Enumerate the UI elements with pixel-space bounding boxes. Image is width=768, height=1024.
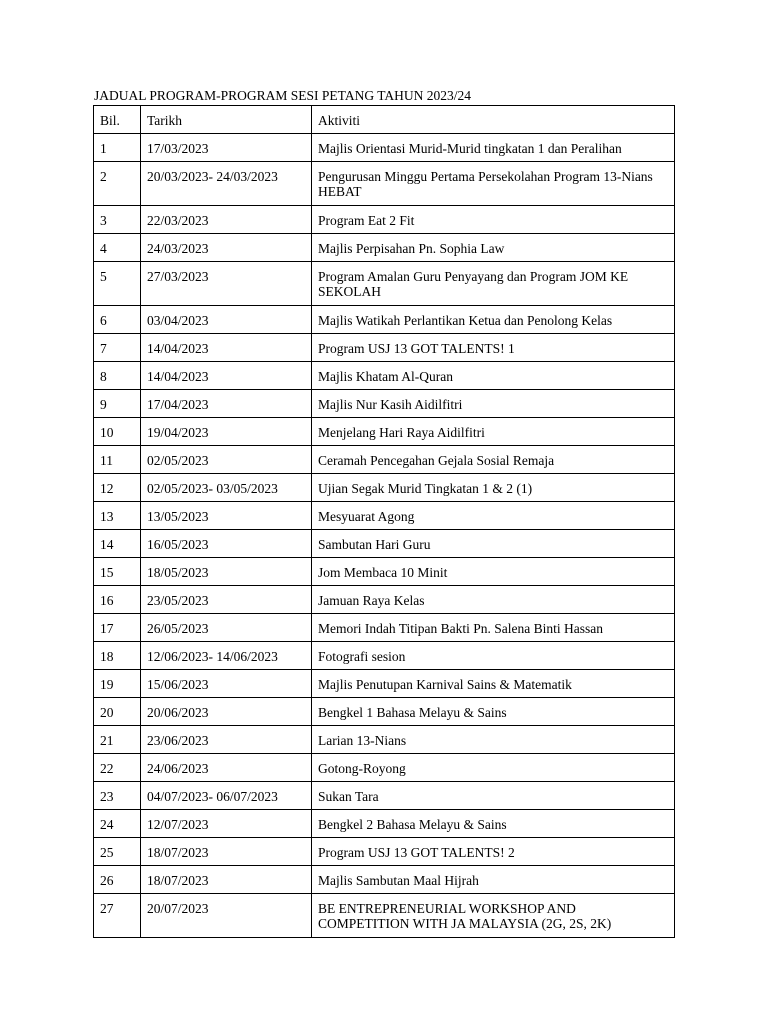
cell-tarikh: 14/04/2023 — [141, 334, 312, 362]
cell-aktiviti: Program USJ 13 GOT TALENTS! 1 — [312, 334, 675, 362]
cell-bil: 21 — [94, 726, 141, 754]
header-tarikh: Tarikh — [141, 106, 312, 134]
table-row — [94, 334, 675, 362]
cell-aktiviti: Program Eat 2 Fit — [312, 206, 675, 234]
cell-aktiviti: Fotografi sesion — [312, 642, 675, 670]
cell-aktiviti: Menjelang Hari Raya Aidilfitri — [312, 418, 675, 446]
document-title: JADUAL PROGRAM-PROGRAM SESI PETANG TAHUN 2023/24 — [94, 88, 471, 103]
cell-aktiviti: Larian 13-Nians — [312, 726, 675, 754]
cell-aktiviti: Majlis Watikah Perlantikan Ketua dan Penolong Kelas — [312, 306, 675, 334]
cell-aktiviti: Bengkel 2 Bahasa Melayu & Sains — [312, 810, 675, 838]
cell-aktiviti: Program USJ 13 GOT TALENTS! 2 — [312, 838, 675, 866]
table-row — [94, 586, 675, 614]
cell-bil: 13 — [94, 502, 141, 530]
table-row — [94, 866, 675, 894]
cell-bil: 12 — [94, 474, 141, 502]
table-row — [94, 162, 675, 206]
table-row — [94, 234, 675, 262]
table-row — [94, 530, 675, 558]
table-row — [94, 206, 675, 234]
table-row — [94, 306, 675, 334]
cell-bil: 7 — [94, 334, 141, 362]
table-row — [94, 262, 675, 306]
cell-aktiviti: BE ENTREPRENEURIAL WORKSHOP AND COMPETITION WITH JA MALAYSIA (2G, 2S, 2K) — [312, 894, 675, 938]
cell-bil: 16 — [94, 586, 141, 614]
table-row — [94, 362, 675, 390]
cell-aktiviti: Pengurusan Minggu Pertama Persekolahan Program 13-Nians HEBAT — [312, 162, 675, 206]
cell-bil: 8 — [94, 362, 141, 390]
cell-tarikh: 27/03/2023 — [141, 262, 312, 306]
cell-tarikh: 02/05/2023- 03/05/2023 — [141, 474, 312, 502]
cell-aktiviti: Mesyuarat Agong — [312, 502, 675, 530]
cell-bil: 9 — [94, 390, 141, 418]
cell-bil: 10 — [94, 418, 141, 446]
schedule-table — [93, 105, 675, 938]
cell-aktiviti: Majlis Penutupan Karnival Sains & Matematik — [312, 670, 675, 698]
cell-aktiviti: Majlis Orientasi Murid-Murid tingkatan 1 dan Peralihan — [312, 134, 675, 162]
cell-tarikh: 20/03/2023- 24/03/2023 — [141, 162, 312, 206]
header-bil: Bil. — [94, 106, 141, 134]
cell-bil: 26 — [94, 866, 141, 894]
cell-bil: 6 — [94, 306, 141, 334]
cell-bil: 11 — [94, 446, 141, 474]
table-row — [94, 810, 675, 838]
cell-bil: 24 — [94, 810, 141, 838]
cell-tarikh: 16/05/2023 — [141, 530, 312, 558]
cell-tarikh: 23/05/2023 — [141, 586, 312, 614]
table-row — [94, 614, 675, 642]
cell-bil: 15 — [94, 558, 141, 586]
cell-aktiviti: Majlis Nur Kasih Aidilfitri — [312, 390, 675, 418]
cell-bil: 19 — [94, 670, 141, 698]
cell-aktiviti: Majlis Perpisahan Pn. Sophia Law — [312, 234, 675, 262]
cell-bil: 1 — [94, 134, 141, 162]
table-row — [94, 390, 675, 418]
table-row — [94, 838, 675, 866]
cell-tarikh: 18/05/2023 — [141, 558, 312, 586]
cell-tarikh: 22/03/2023 — [141, 206, 312, 234]
cell-bil: 23 — [94, 782, 141, 810]
cell-tarikh: 20/07/2023 — [141, 894, 312, 938]
cell-tarikh: 15/06/2023 — [141, 670, 312, 698]
header-aktiviti: Aktiviti — [312, 106, 675, 134]
cell-bil: 3 — [94, 206, 141, 234]
cell-tarikh: 23/06/2023 — [141, 726, 312, 754]
cell-tarikh: 17/03/2023 — [141, 134, 312, 162]
cell-aktiviti: Ujian Segak Murid Tingkatan 1 & 2 (1) — [312, 474, 675, 502]
cell-tarikh: 24/06/2023 — [141, 754, 312, 782]
cell-bil: 18 — [94, 642, 141, 670]
cell-bil: 20 — [94, 698, 141, 726]
cell-bil: 14 — [94, 530, 141, 558]
cell-aktiviti: Memori Indah Titipan Bakti Pn. Salena Binti Hassan — [312, 614, 675, 642]
cell-aktiviti: Gotong-Royong — [312, 754, 675, 782]
table-row — [94, 502, 675, 530]
cell-aktiviti: Program Amalan Guru Penyayang dan Program JOM KE SEKOLAH — [312, 262, 675, 306]
schedule-table-body — [94, 106, 675, 938]
cell-tarikh: 24/03/2023 — [141, 234, 312, 262]
table-row — [94, 894, 675, 938]
cell-aktiviti: Sukan Tara — [312, 782, 675, 810]
cell-aktiviti: Jamuan Raya Kelas — [312, 586, 675, 614]
cell-tarikh: 03/04/2023 — [141, 306, 312, 334]
cell-aktiviti: Majlis Sambutan Maal Hijrah — [312, 866, 675, 894]
cell-tarikh: 14/04/2023 — [141, 362, 312, 390]
table-row — [94, 698, 675, 726]
cell-tarikh: 13/05/2023 — [141, 502, 312, 530]
cell-aktiviti: Majlis Khatam Al-Quran — [312, 362, 675, 390]
cell-aktiviti: Bengkel 1 Bahasa Melayu & Sains — [312, 698, 675, 726]
cell-bil: 22 — [94, 754, 141, 782]
table-row — [94, 418, 675, 446]
table-header-row — [94, 106, 675, 134]
cell-tarikh: 20/06/2023 — [141, 698, 312, 726]
cell-bil: 25 — [94, 838, 141, 866]
cell-bil: 27 — [94, 894, 141, 938]
cell-tarikh: 18/07/2023 — [141, 866, 312, 894]
cell-tarikh: 04/07/2023- 06/07/2023 — [141, 782, 312, 810]
table-row — [94, 134, 675, 162]
table-row — [94, 670, 675, 698]
cell-tarikh: 18/07/2023 — [141, 838, 312, 866]
table-row — [94, 782, 675, 810]
table-row — [94, 446, 675, 474]
cell-bil: 17 — [94, 614, 141, 642]
table-row — [94, 754, 675, 782]
table-row — [94, 558, 675, 586]
cell-tarikh: 19/04/2023 — [141, 418, 312, 446]
cell-tarikh: 17/04/2023 — [141, 390, 312, 418]
cell-tarikh: 12/07/2023 — [141, 810, 312, 838]
cell-aktiviti: Sambutan Hari Guru — [312, 530, 675, 558]
cell-aktiviti: Jom Membaca 10 Minit — [312, 558, 675, 586]
cell-tarikh: 12/06/2023- 14/06/2023 — [141, 642, 312, 670]
cell-bil: 5 — [94, 262, 141, 306]
cell-bil: 4 — [94, 234, 141, 262]
cell-tarikh: 02/05/2023 — [141, 446, 312, 474]
table-row — [94, 642, 675, 670]
cell-aktiviti: Ceramah Pencegahan Gejala Sosial Remaja — [312, 446, 675, 474]
table-row — [94, 474, 675, 502]
cell-tarikh: 26/05/2023 — [141, 614, 312, 642]
cell-bil: 2 — [94, 162, 141, 206]
table-row — [94, 726, 675, 754]
